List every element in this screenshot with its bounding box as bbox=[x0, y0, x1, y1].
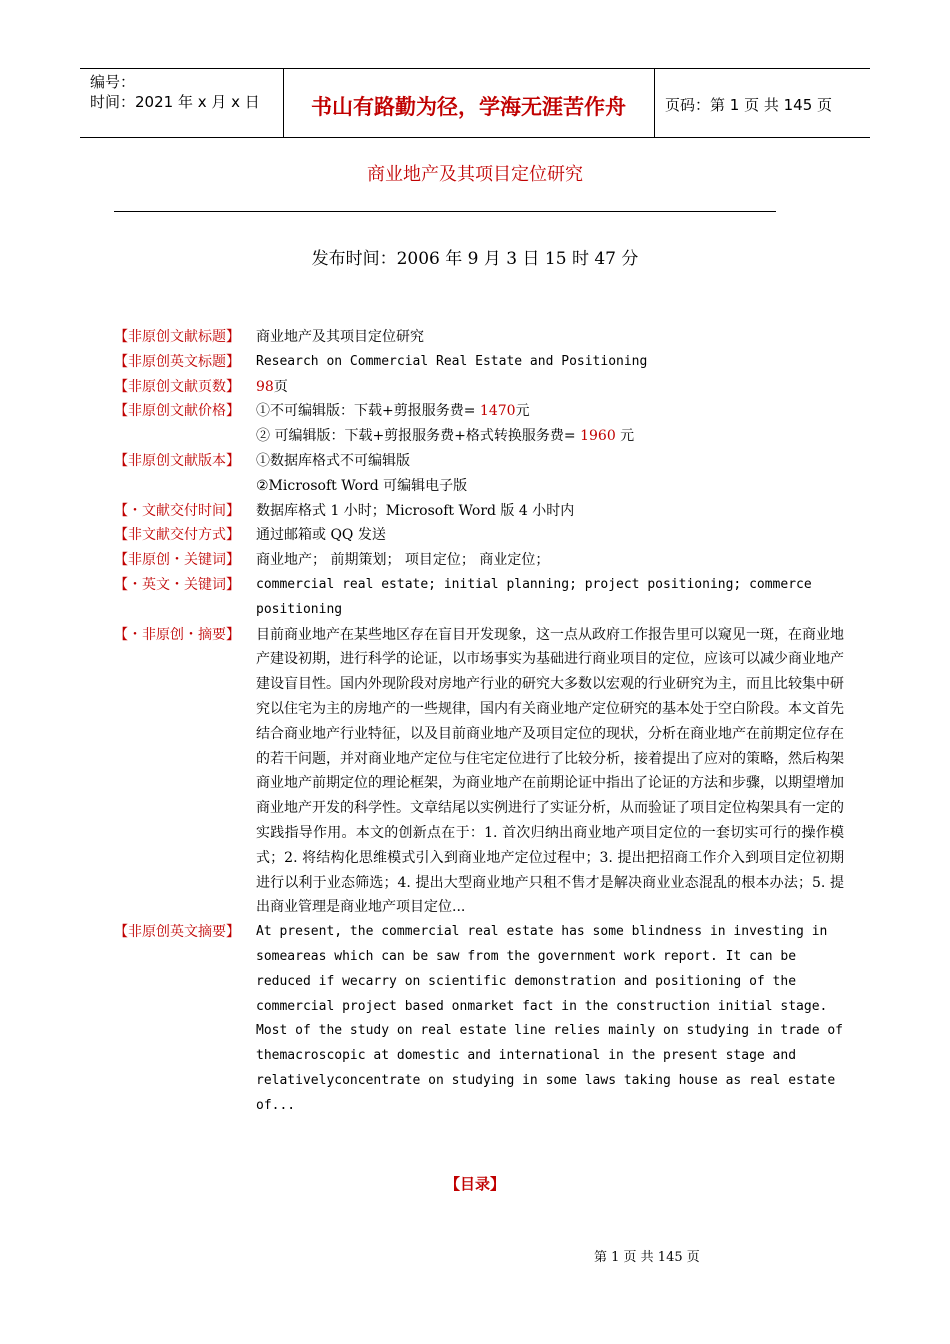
field-value: 通过邮箱或 QQ 发送 bbox=[256, 527, 386, 544]
document-number-label: 编号： bbox=[90, 73, 136, 91]
field-delivery-method bbox=[114, 523, 844, 548]
field-label: 【非原创文献标题】 bbox=[114, 329, 240, 345]
title-divider bbox=[114, 211, 776, 212]
document-title: 商业地产及其项目定位研究 bbox=[367, 164, 583, 185]
page-count: 98 bbox=[256, 378, 274, 395]
field-value bbox=[256, 375, 844, 400]
field-keywords-cn bbox=[114, 548, 844, 573]
price-unit: 元 bbox=[620, 428, 635, 445]
field-value: 商业地产； 前期策划； 项目定位； 商业定位； bbox=[256, 552, 550, 569]
price-line-2 bbox=[256, 424, 844, 449]
toc-heading: 【目录】 bbox=[444, 1175, 505, 1193]
field-value: 商业地产及其项目定位研究 bbox=[256, 329, 424, 345]
field-value: 目前商业地产在某些地区存在盲目开发现象，这一点从政府工作报告里可以窥见一斑，在商业地产建设初期，进行科学的论证，以市场事实为基础进行商业项目的定位，应该可以减少商业地产建设盲目性。国内外现阶段对房地产行业的研究大多数以宏观的行业研究为主，而且比较集中研究以住宅为主的房地产的一些规律，国内有关商业地产定位研究的基本处于空白阶段。本文首先结合商业地产行业特征，以及目前商业地产及项目定位的现状，分析在商业地产在前期定位存在的若干问题，并对商业地产定位与住宅定位进行了比较分析，接着提出了应对的策略，然后构架商业地产前期定位的理论框架，为商业地产在前期论证中指出了论证的方法和步骤，以期望增加商业地产开发的科学性。文章结尾以实例进行了实证分析，从而验证了项目定位构架具有一定的实践指导作用。本文的创新点在于：1. 首次归纳出商业地产项目定位的一套切实可行的操作模式；2. 将结构化思维模式引入到商业地产定位过程中；3. 提出把招商工作介入到项目定位初期进行以利于业态筛选；4. 提出大型商业地产只租不售才是解决商业业态混乱的根本办法；5. 提出商业管理是商业地产项目定位... bbox=[256, 626, 844, 916]
field-label: 【非文献交付方式】 bbox=[114, 527, 240, 544]
page-unit: 页 bbox=[273, 378, 288, 395]
field-label: 【非原创文献页数】 bbox=[114, 378, 240, 395]
version-line-1: ①数据库格式不可编辑版 bbox=[256, 452, 410, 469]
field-label: 【非原创英文摘要】 bbox=[114, 924, 240, 941]
price-amount: 1470 bbox=[475, 403, 516, 420]
field-version bbox=[114, 449, 844, 499]
version-line-2: ②Microsoft Word 可编辑电子版 bbox=[256, 477, 468, 494]
page-footer: 第 1 页 共 145 页 bbox=[594, 1250, 700, 1265]
field-pages bbox=[114, 375, 844, 400]
field-abstract-en bbox=[114, 920, 844, 1118]
header-motto-cell bbox=[283, 69, 655, 137]
field-label: 【非原创文献价格】 bbox=[114, 403, 240, 420]
field-title-en bbox=[114, 350, 844, 375]
field-label: 【非原创・关键词】 bbox=[114, 552, 240, 569]
metadata-list bbox=[114, 325, 844, 1119]
header-motto: 书山有路勤为径，学海无涯苦作舟 bbox=[311, 95, 626, 119]
document-time-label: 时间：2021 年 x 月 x 日 bbox=[90, 93, 260, 111]
field-value bbox=[256, 399, 844, 449]
field-value: 数据库格式 1 小时；Microsoft Word 版 4 小时内 bbox=[256, 502, 575, 519]
field-value: commercial real estate; initial planning; project positioning; commerce positioning bbox=[256, 576, 812, 617]
price-desc: ② 可编辑版：下载+剪报服务费+格式转换服务费= bbox=[256, 428, 576, 445]
header-page-cell bbox=[655, 69, 870, 137]
publish-time: 发布时间：2006 年 9 月 3 日 15 时 47 分 bbox=[311, 249, 639, 269]
field-value bbox=[256, 449, 844, 499]
field-keywords-en bbox=[114, 573, 844, 623]
field-title-cn bbox=[114, 325, 844, 350]
field-value: At present, the commercial real estate has some blindness in investing in someareas which can be saw from the government work report. It can be reduced if wecarry on scientific demonstration and positioning of the commercial project based onmarket fact in the construction initial stage. Most of the study on real estate line relies mainly on studying in trade of themacroscopic at domestic and international in the present stage and relativelyconcentrate on studying in some laws taking house as real estate of... bbox=[256, 924, 843, 1113]
field-label: 【非原创文献版本】 bbox=[114, 452, 240, 469]
field-value: Research on Commercial Real Estate and Positioning bbox=[256, 353, 648, 369]
price-desc: ①不可编辑版：下载+剪报服务费= bbox=[256, 403, 476, 420]
field-label: 【・文献交付时间】 bbox=[114, 502, 240, 519]
header-page-number: 页码：第 1 页 共 145 页 bbox=[665, 96, 833, 114]
price-line-1 bbox=[256, 399, 844, 424]
field-label: 【・英文・关键词】 bbox=[114, 576, 240, 593]
field-delivery-time bbox=[114, 499, 844, 524]
header-meta-cell bbox=[80, 69, 284, 137]
field-abstract-cn bbox=[114, 623, 844, 921]
price-unit: 元 bbox=[515, 403, 530, 420]
field-label: 【非原创英文标题】 bbox=[114, 353, 240, 370]
price-amount: 1960 bbox=[575, 428, 621, 445]
field-label: 【・非原创・摘要】 bbox=[114, 626, 240, 643]
page-header bbox=[80, 68, 870, 138]
field-price bbox=[114, 399, 844, 449]
